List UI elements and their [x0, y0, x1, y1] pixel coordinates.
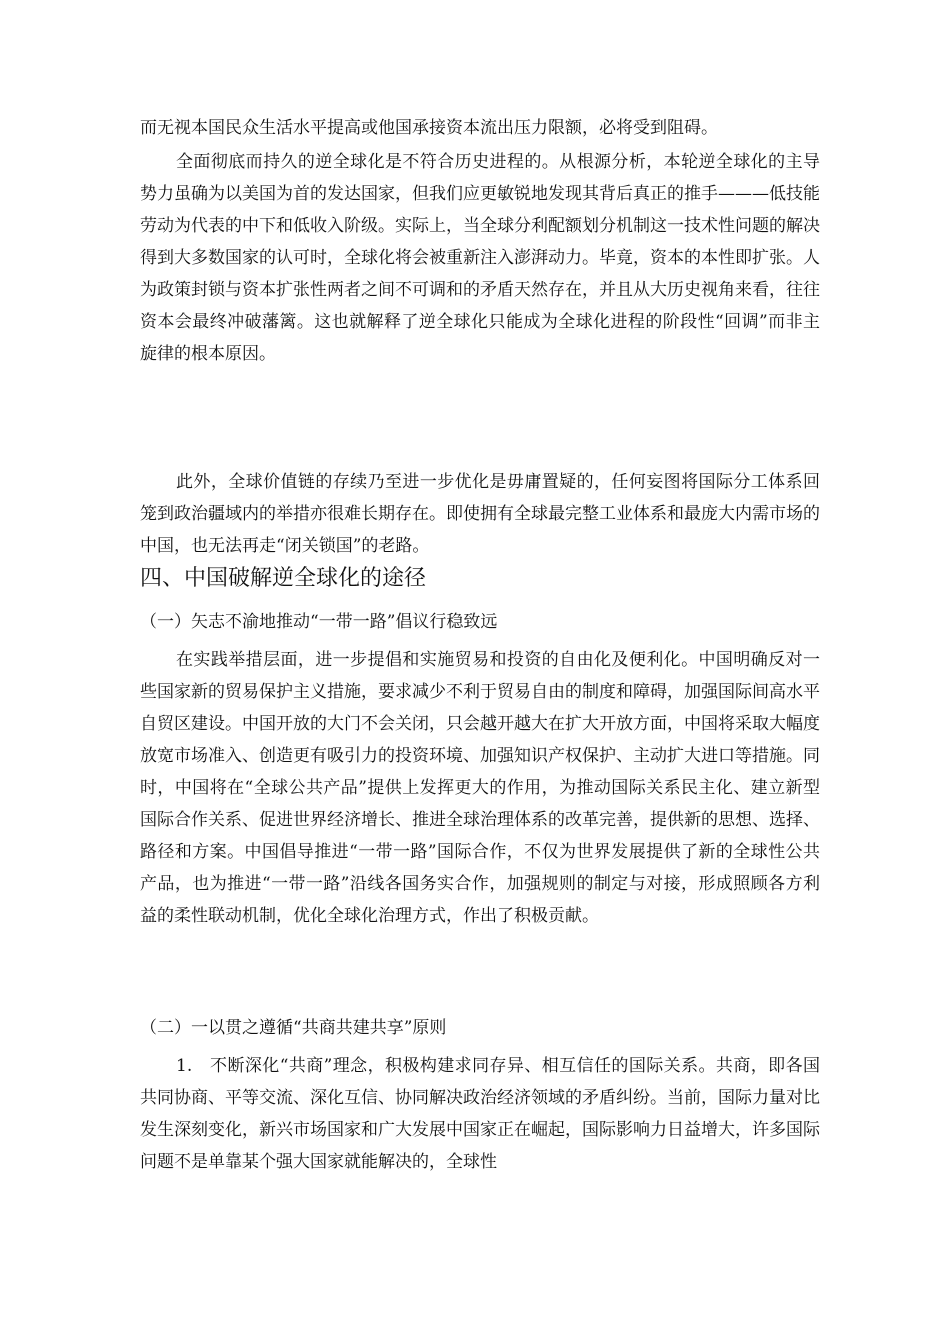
- section-heading-4: 四、中国破解逆全球化的途径: [140, 566, 427, 591]
- paragraph-consultation: 1. 不断深化“共商”理念，积极构建求同存异、相互信任的国际关系。共商，即各国共同协商、平等交流、深化互信、协同解决政治经济领域的矛盾纠纷。当前，国际力量对比发生深刻变化，新兴市场国家和广大发展中国家正在崛起，国际影响力日益增大，许多国际问题不是单靠某个强大国家就能解决的，全球性: [140, 1056, 820, 1172]
- paragraph-anti-globalization-history: 全面彻底而持久的逆全球化是不符合历史进程的。从根源分析，本轮逆全球化的主导势力虽确为以美国为首的发达国家，但我们应更敏锐地发现其背后真正的推手———低技能劳动为代表的中下和低收入阶级。实际上，当全球分利配额划分机制这一技术性问题的解决得到大多数国家的认可时，全球化将会被重新注入澎湃动力。毕竟，资本的本性即扩张。人为政策封锁与资本扩张性两者之间不可调和的矛盾天然存在，并且从大历史视角来看，往往资本会最终冲破藩篱。这也就解释了逆全球化只能成为全球化进程的阶段性“回调”而非主旋律的根本原因。: [140, 152, 820, 364]
- paragraph-continuation: 而无视本国民众生活水平提高或他国承接资本流出压力限额，必将受到阻碍。: [140, 118, 718, 138]
- paragraph-global-value-chain: 此外，全球价值链的存续乃至进一步优化是毋庸置疑的，任何妄图将国际分工体系回笼到政治疆域内的举措亦很难长期存在。即使拥有全球最完整工业体系和最庞大内需市场的中国，也无法再走“闭关锁国”的老路。: [140, 472, 820, 556]
- subheading-belt-and-road: （一）矢志不渝地推动“一带一路”倡议行稳致远: [140, 612, 498, 632]
- paragraph-trade-liberalization: 在实践举措层面，进一步提倡和实施贸易和投资的自由化及便利化。中国明确反对一些国家新的贸易保护主义措施，要求减少不利于贸易自由的制度和障碍，加强国际间高水平自贸区建设。中国开放的大门不会关闭，只会越开越大在扩大开放方面，中国将采取大幅度放宽市场准入、创造更有吸引力的投资环境、加强知识产权保护、主动扩大进口等措施。同时，中国将在“全球公共产品”提供上发挥更大的作用，为推动国际关系民主化、建立新型国际合作关系、促进世界经济增长、推进全球治理体系的改革完善，提供新的思想、选择、路径和方案。中国倡导推进“一带一路”国际合作，不仅为世界发展提供了新的全球性公共产品，也为推进“一带一路”沿线各国务实合作，加强规则的制定与对接，形成照顾各方利益的柔性联动机制，优化全球化治理方式，作出了积极贡献。: [140, 650, 820, 926]
- subheading-consultation-principle: （二）一以贯之遵循“共商共建共享”原则: [140, 1018, 447, 1038]
